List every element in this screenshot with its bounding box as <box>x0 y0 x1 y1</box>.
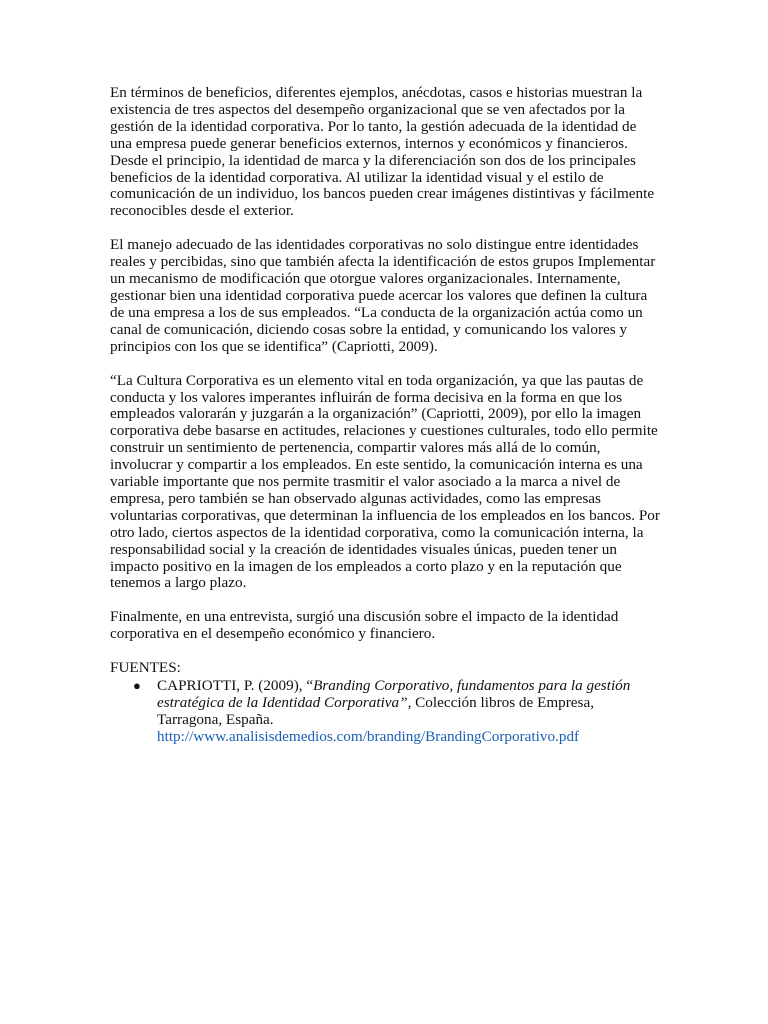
paragraph-corporate-culture: “La Cultura Corporativa es un elemento vital en toda organización, ya que las pautas de conducta y los valores imperantes influirán de forma decisiva en la forma en que los empleados valorarán y juzgarán a la organización” (Capriotti, 2009), por ello la imagen corporativa debe basarse en actitudes, relaciones y cuestiones culturales, todo ello permite construir un sentimiento de pertenencia, compartir valores más allá de lo común, involucrar y compartir a los empleados. En este sentido, la comunicación interna es una variable importante que nos permite trasmitir el valor asociado a la marca a nivel de empresa, pero también se han observado algunas actividades, como las empresas voluntarias corporativas, que determinan la influencia de los empleados en los bancos. Por otro lado, ciertos aspectos de la identidad corporativa, como la comunicación interna, la responsabilidad social y la creación de identidades visuales únicas, pueden tener un impacto positivo en la imagen de los empleados a corto plazo y en la reputación que tenemos a largo plazo. <box>110 371 660 592</box>
source-item <box>110 678 660 746</box>
paragraph-conclusion: Finalmente, en una entrevista, surgió una discusión sobre el impacto de la identidad corporativa en el desempeño económico y financiero. <box>110 608 619 643</box>
source-link[interactable]: http://www.analisisdemedios.com/branding/BrandingCorporativo.pdf <box>157 727 580 745</box>
source-details: , Colección libros de Empresa, Tarragona, España. <box>157 694 594 728</box>
source-author: CAPRIOTTI, P. (2009), “ <box>157 677 314 695</box>
paragraph-identity-management: El manejo adecuado de las identidades corporativas no solo distingue entre identidades reales y percibidas, sino que también afecta la identificación de estos grupos Implementar un mecanismo de modificación que otorgue valores organizacionales. Internamente, gestionar bien una identidad corporativa puede acercar los valores que definen la cultura de una empresa a los de sus empleados. “La conducta de la organización actúa como un canal de comunicación, diciendo cosas sobre la entidad, y comunicando los valores y principios con los que se identifica” (Capriotti, 2009). <box>110 236 656 355</box>
sources-list <box>110 678 660 746</box>
sources-heading: FUENTES: <box>110 659 181 677</box>
bullet-icon: ● <box>133 678 141 694</box>
document-body <box>110 85 660 746</box>
sources-section <box>110 660 660 746</box>
paragraph-benefits: En términos de beneficios, diferentes ejemplos, anécdotas, casos e historias muestran la existencia de tres aspectos del desempeño organizacional que se ven afectados por la gestión de la identidad corporativa. Por lo tanto, la gestión adecuada de la identidad de una empresa puede generar beneficios externos, internos y económicos y financieros. Desde el principio, la identidad de marca y la diferenciación son dos de los principales beneficios de la identidad corporativa. Al utilizar la identidad visual y el estilo de comunicación de un individuo, los bancos pueden crear imágenes distintivas y fácilmente reconocibles desde el exterior. <box>110 84 655 220</box>
source-title: Branding Corporativo, fundamentos para la gestión estratégica de la Identidad Corporativa” <box>157 677 631 711</box>
